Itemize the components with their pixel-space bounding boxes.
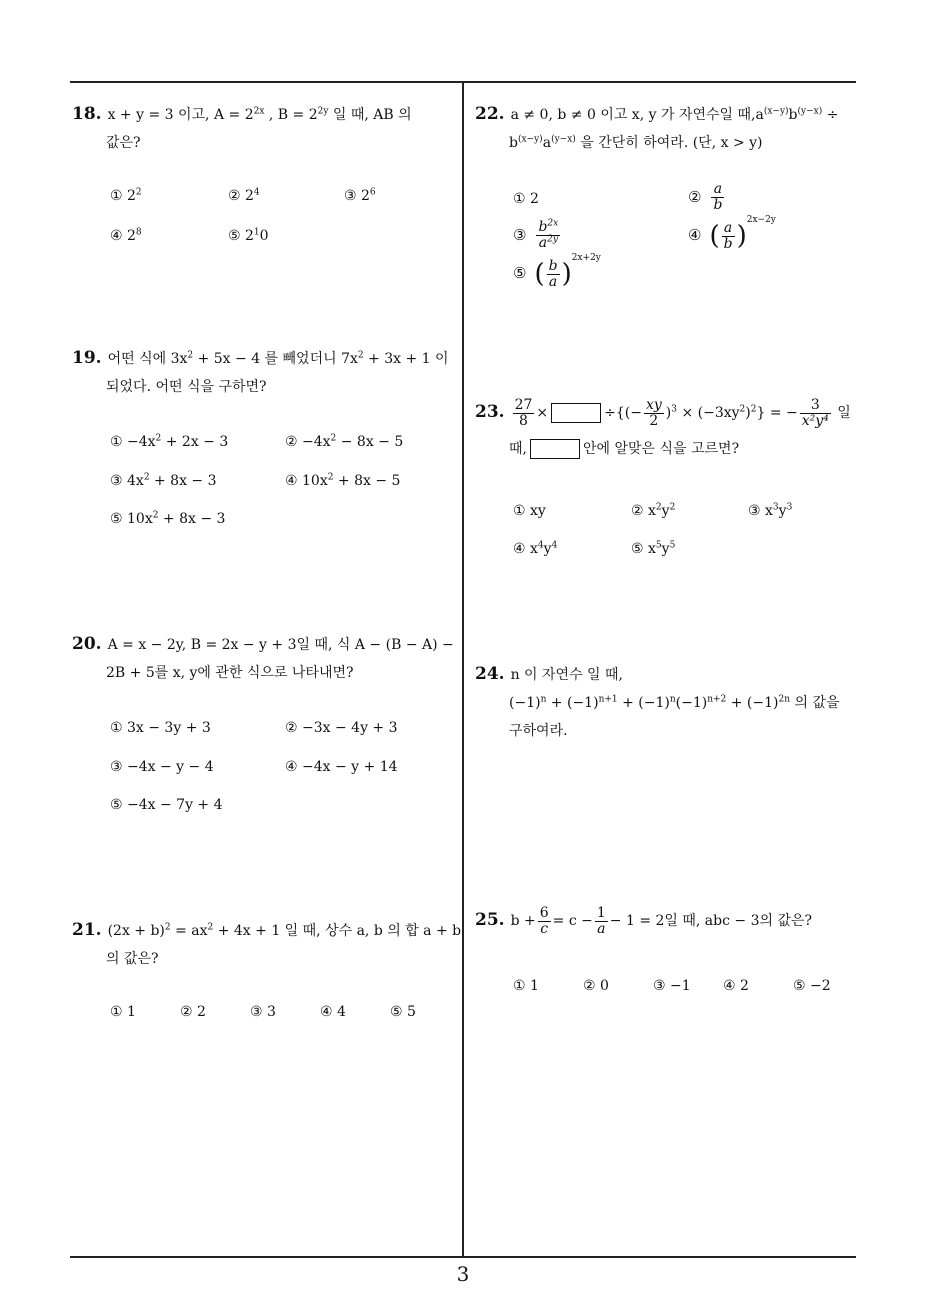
choice-5[interactable]: ⑤ ( $\frac{b}{a}$ )$^{2x+2y}$ xyxy=(513,253,601,290)
question-19: 19. 어떤 식에 $3x^2 + 5x - 4$ 를 빼었더니 $7x^2 + 3x + 1$ 이 되었다. 어떤 식을 구하면? xyxy=(72,348,449,395)
choice-3[interactable]: ③ $x^3y^3$ xyxy=(748,502,793,519)
choice-1[interactable]: ① $2^2$ xyxy=(110,187,142,204)
choice-1[interactable]: ① $-4x^2 + 2x - 3$ xyxy=(110,433,229,450)
question-number: 21. xyxy=(72,920,102,940)
choice-2[interactable]: ② −3x − 4y + 3 xyxy=(285,720,398,736)
question-24: 24. n 이 자연수 일 때, $(-1)^n + (-1)^{n+1} + (-1)^n(-1)^{n+2} + (-1)^{2n}$ 의 값을 구하여라. xyxy=(475,664,840,739)
bottom-rule xyxy=(70,1256,856,1258)
choice-1[interactable]: ① 1 xyxy=(110,1004,136,1020)
choice-1[interactable]: ① xy xyxy=(513,503,546,519)
page-number: 3 xyxy=(456,1262,470,1286)
choice-3[interactable]: ③ −1 xyxy=(653,978,691,994)
choice-5[interactable]: ⑤ −4x − 7y + 4 xyxy=(110,797,223,813)
choice-2[interactable]: ② 0 xyxy=(583,978,609,994)
choice-4[interactable]: ④ −4x − y + 14 xyxy=(285,759,398,775)
question-25: 25. b + $\frac{6}{c}$ = c − $\frac{1}{a}$ − 1 = 2일 때, abc − 3의 값은? xyxy=(475,904,813,937)
question-number: 19. xyxy=(72,348,102,368)
question-18: 18. x + y = 3 이고, $A = 2^{2x}$ , $B = 2^{2y}$ 일 때, AB 의 값은? xyxy=(72,104,412,151)
choice-5[interactable]: ⑤ $x^5y^5$ xyxy=(631,540,676,557)
choice-3[interactable]: ③ −4x − y − 4 xyxy=(110,759,214,775)
question-22: 22. a ≠ 0, b ≠ 0 이고 x, y 가 자연수일 때$,a^{(x-y)}b^{(y-x)}$ ÷ $b^{(x-y)}a^{(y-x)}$ 을 간단히 하여라. (단, x > y) xyxy=(475,104,839,151)
choice-1[interactable]: ① 2 xyxy=(513,191,539,207)
choice-2[interactable]: ② 2 xyxy=(180,1004,206,1020)
choice-3[interactable]: ③ $\frac{b^{2x}}{a^{2y}}$ xyxy=(513,218,559,251)
choice-4[interactable]: ④ ( $\frac{a}{b}$ )$^{2x-2y}$ xyxy=(688,215,776,252)
question-number: 25. xyxy=(475,910,505,930)
choice-3[interactable]: ③ $2^6$ xyxy=(344,187,376,204)
choice-2[interactable]: ② $-4x^2 - 8x - 5$ xyxy=(285,433,404,450)
choice-5[interactable]: ⑤ $10x^2 + 8x - 3$ xyxy=(110,510,226,527)
question-23: 23. $\frac{27}{8}$ × ÷{(− $\frac{xy}{2}$ )$^3 \times (-3xy^2)^2$} = − $\frac{3}{\text{x²y⁴}}$ 일 때, 안에 알맞은 식을 고르면? xyxy=(475,396,851,457)
question-number: 22. xyxy=(475,104,505,124)
choice-1[interactable]: ① 1 xyxy=(513,978,539,994)
question-number: 18. xyxy=(72,104,102,124)
answer-blank-box xyxy=(551,403,601,423)
answer-blank-box xyxy=(530,439,580,459)
choice-4[interactable]: ④ 2 xyxy=(723,978,749,994)
choice-2[interactable]: ② $2^4$ xyxy=(228,187,260,204)
choice-4[interactable]: ④ $2^8$ xyxy=(110,227,142,244)
question-20: 20. A = x − 2y, B = 2x − y + 3일 때, 식 A − (B − A) − 2B + 5를 x, y에 관한 식으로 나타내면? xyxy=(72,634,454,681)
choice-5[interactable]: ⑤ −2 xyxy=(793,978,831,994)
choice-2[interactable]: ② $x^2y^2$ xyxy=(631,502,676,519)
question-number: 24. xyxy=(475,664,505,684)
choice-3[interactable]: ③ $4x^2 + 8x - 3$ xyxy=(110,472,217,489)
question-number: 20. xyxy=(72,634,102,654)
choice-5[interactable]: ⑤ 5 xyxy=(390,1004,416,1020)
choice-3[interactable]: ③ 3 xyxy=(250,1004,276,1020)
choice-4[interactable]: ④ $10x^2 + 8x - 5$ xyxy=(285,472,401,489)
question-number: 23. xyxy=(475,402,505,422)
column-divider xyxy=(462,81,464,1257)
question-21: 21. $(2x + b)^2 = ax^2 + 4x + 1$ 일 때, 상수 a, b 의 합 a + b 의 값은? xyxy=(72,920,462,967)
choice-4[interactable]: ④ $x^4y^4$ xyxy=(513,540,558,557)
choice-2[interactable]: ② $\frac{a}{b}$ xyxy=(688,181,723,213)
choice-1[interactable]: ① 3x − 3y + 3 xyxy=(110,720,211,736)
choice-4[interactable]: ④ 4 xyxy=(320,1004,346,1020)
choice-5[interactable]: ⑤ $2^10$ xyxy=(228,227,269,244)
